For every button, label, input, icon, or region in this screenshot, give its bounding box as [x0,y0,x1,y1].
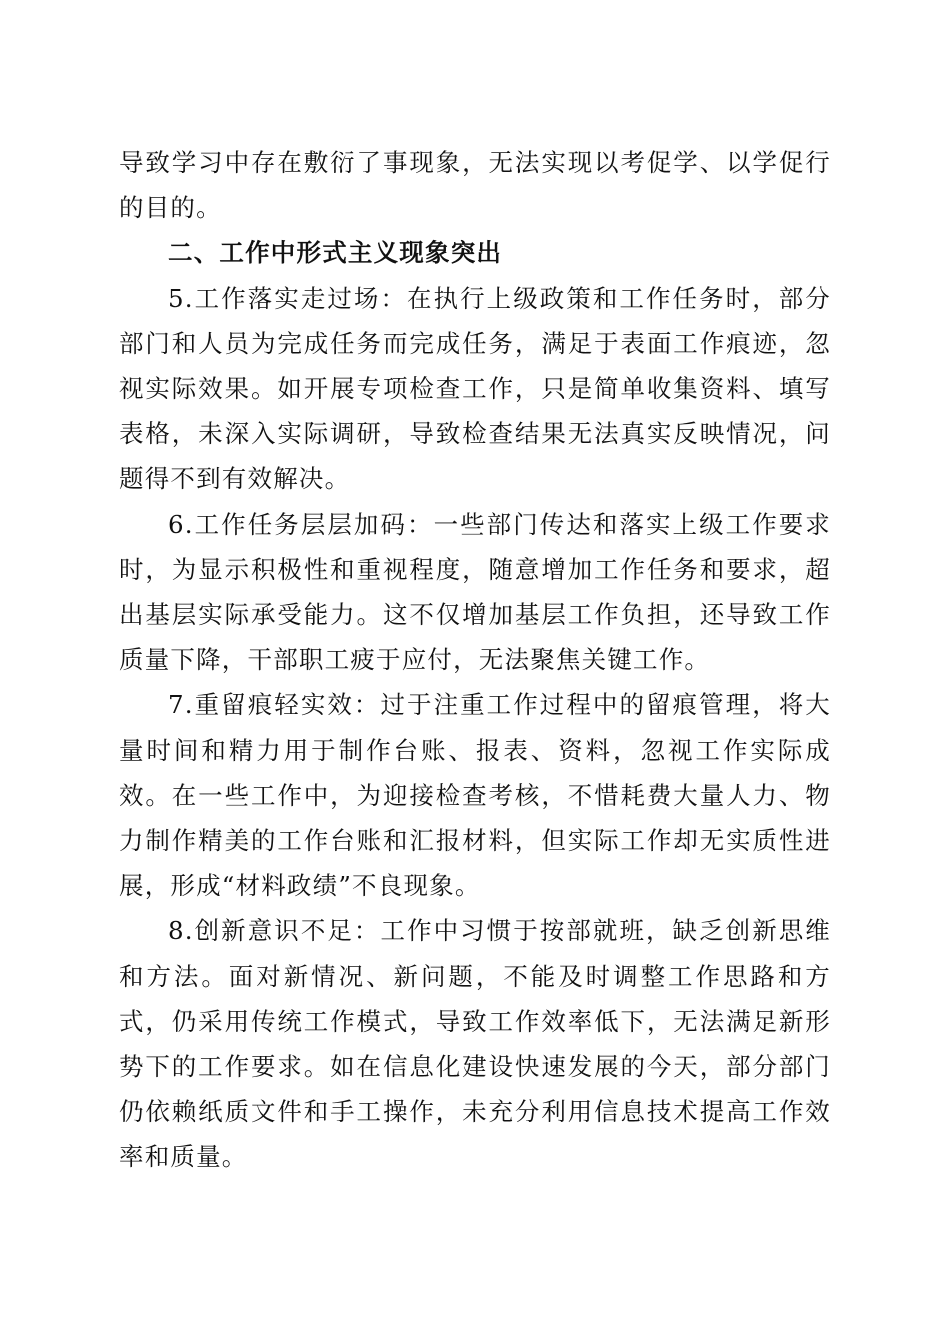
paragraph-item-7: 7.重留痕轻实效：过于注重工作过程中的留痕管理，将大量时间和精力用于制作台账、报表、资料，忽视工作实际成效。在一些工作中，为迎接检查考核，不惜耗费大量人力、物力制作精美的工作台账和汇报材料，但实际工作却无实质性进展，形成“材料政绩”不良现象。 [119,690,831,901]
paragraph-item-8: 8.创新意识不足：工作中习惯于按部就班，缺乏创新思维和方法。面对新情况、新问题，不能及时调整工作思路和方式，仍采用传统工作模式，导致工作效率低下，无法满足新形势下的工作要求。如在信息化建设快速发展的今天，部分部门仍依赖纸质文件和手工操作，未充分利用信息技术提高工作效率和质量。 [119,916,831,1172]
document-body [119,140,831,1180]
continuation-paragraph: 导致学习中存在敷衍了事现象，无法实现以考促学、以学促行的目的。 [119,148,831,223]
paragraph-item-5: 5.工作落实走过场：在执行上级政策和工作任务时，部分部门和人员为完成任务而完成任务，满足于表面工作痕迹，忽视实际效果。如开展专项检查工作，只是简单收集资料、填写表格，未深入实际调研，导致检查结果无法真实反映情况，问题得不到有效解决。 [119,283,831,494]
paragraph-item-6: 6.工作任务层层加码：一些部门传达和落实上级工作要求时，为显示积极性和重视程度，随意增加工作任务和要求，超出基层实际承受能力。这不仅增加基层工作负担，还导致工作质量下降，干部职工疲于应付，无法聚焦关键工作。 [119,509,831,675]
section-heading: 二、工作中形式主义现象突出 [168,238,503,268]
